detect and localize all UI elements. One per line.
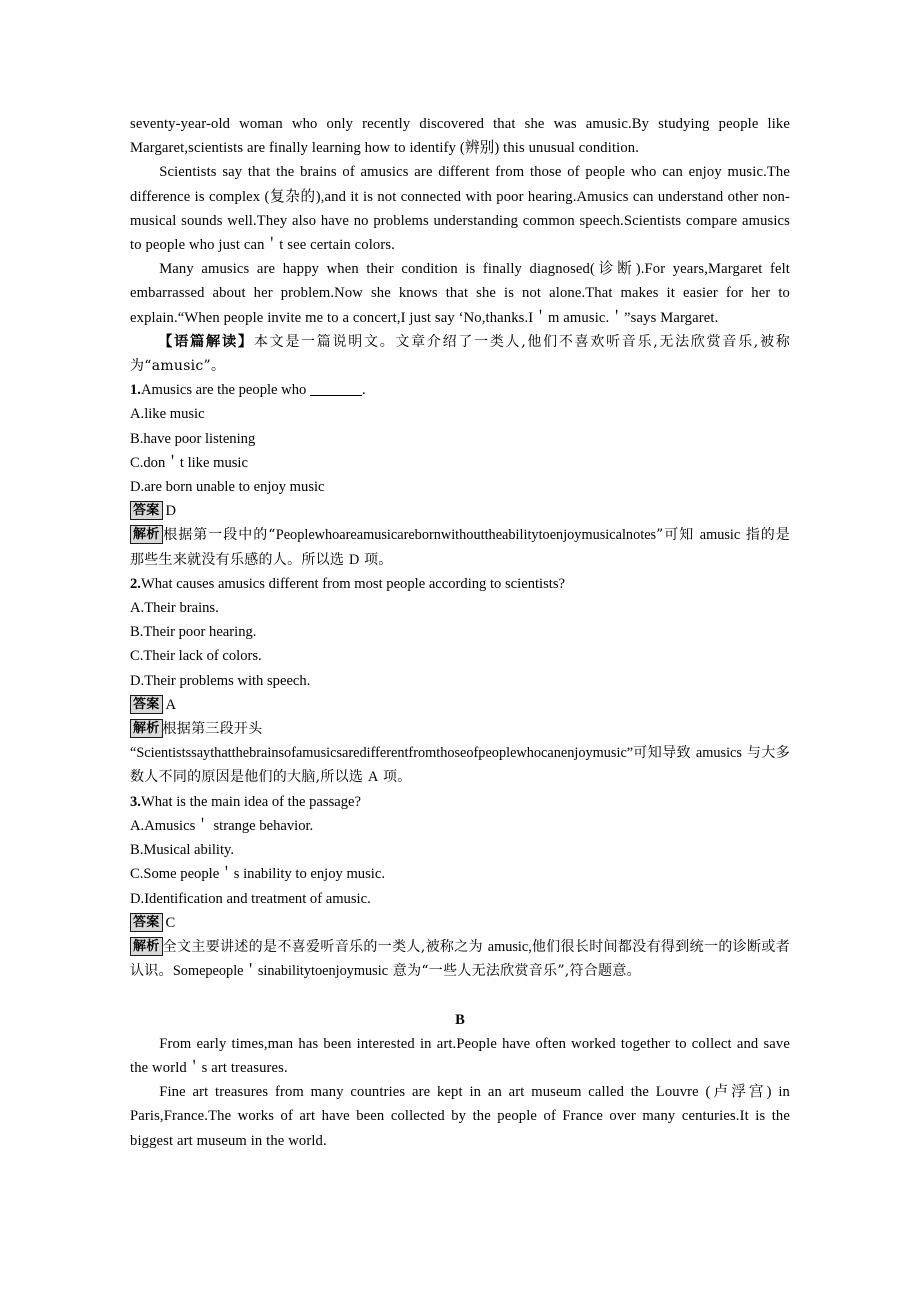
question-2-answer-letter: A [165,696,177,713]
question-2-stem [130,572,790,596]
question-3-answer-row [130,911,790,935]
question-1-option-c[interactable]: C.don＇t like music [130,454,248,471]
question-3-analysis-text: 全文主要讲述的是不喜爱听音乐的一类人,被称之为 amusic,他们很长时间都没有得到统一的诊断或者认识。Somepeople＇sinabilitytoenjoymusic 意为“一些人无法欣赏音乐”,符合题意。 [130,938,790,980]
reading-note-text: 本文是一篇说明文。文章介绍了一类人,他们不喜欢听音乐,无法欣赏音乐,被称为“amusic”。 [130,333,790,375]
answer-tag: 答案 [130,913,163,932]
answer-tag: 答案 [130,695,163,714]
passage-b-paragraph-1: From early times,man has been interested in art.People have often worked together to collect and save the world＇s art treasures. [130,1035,790,1076]
answer-tag: 答案 [130,501,163,520]
question-1-option-b[interactable]: B.have poor listening [130,430,256,447]
question-2-number: 2. [130,575,141,592]
question-1-stem-tail: . [361,382,366,399]
question-3-answer-letter: C [165,914,176,931]
question-2-analysis-text: 根据第三段开头 “Scientistssaythatthebrainsofamusicsaredifferentfromthoseofpeoplewhocanenjoymusic”可知导致 amusics 与大多数人不同的原因是他们的大脑,所以选 A 项。 [130,721,790,786]
question-2-analysis [130,717,790,790]
question-1-number: 1. [130,382,141,399]
passage-b-heading: B [455,1011,465,1028]
analysis-tag: 解析 [130,937,163,956]
passage-a-paragraph-1-continued: seventy-year-old woman who only recently discovered that she was amusic.By studying people like Margaret,scientists are finally learning how to identify (辨别) this unusual condition. [130,116,790,157]
passage-a-paragraph-2: Scientists say that the brains of amusics are different from those of people who can enjoy music.The difference is complex (复杂的),and it is not connected with poor hearing.Amusics can understand other non-musical sounds well.They also have no problems understanding common speech.Scientists compare amusics to people who just can＇t see certain colors. [130,164,790,254]
question-3-option-c[interactable]: C.Some people＇s inability to enjoy music. [130,866,385,883]
analysis-tag: 解析 [130,719,163,738]
question-3-stem-text: What is the main idea of the passage? [140,793,361,810]
document-page [130,112,790,1153]
section-gap [130,983,790,1007]
question-1-answer-letter: D [165,503,177,520]
question-1-analysis-text: 根据第一段中的“Peoplewhoareamusicarebornwithouttheabilitytoenjoymusicalnotes”可知 amusic 指的是那些生来就没有乐感的人。所以选 D 项。 [130,527,790,568]
question-3-number: 3. [130,793,141,810]
question-1-option-a[interactable]: A.like music [130,406,205,423]
question-3-option-d[interactable]: D.Identification and treatment of amusic. [130,890,371,907]
question-3-option-b[interactable]: B.Musical ability. [130,842,235,859]
question-1-blank [310,395,362,396]
question-3-analysis [130,935,790,983]
question-1-answer-row [130,499,790,523]
question-1-analysis [130,523,790,571]
analysis-tag: 解析 [130,525,163,544]
question-3-stem [130,790,790,814]
question-3-option-a[interactable]: A.Amusics＇ strange behavior. [130,817,314,834]
question-2-option-c[interactable]: C.Their lack of colors. [130,648,262,665]
passage-a-paragraph-3: Many amusics are happy when their condition is finally diagnosed(诊断).For years,Margaret felt embarrassed about her problem.Now she knows that she is not alone.That makes it easier for her to explain.“When people invite me to a concert,I just say ‘No,thanks.I＇m amusic.＇”says Margaret. [130,261,790,326]
reading-note [130,330,790,378]
question-2-option-b[interactable]: B.Their poor hearing. [130,624,257,641]
question-1-option-d[interactable]: D.are born unable to enjoy music [130,479,325,496]
question-1-stem-text: Amusics are the people who [140,382,310,399]
question-2-option-d[interactable]: D.Their problems with speech. [130,672,311,689]
question-2-stem-text: What causes amusics different from most people according to scientists? [140,575,565,592]
question-2-answer-row [130,693,790,717]
question-1-stem [130,378,790,402]
question-2-option-a[interactable]: A.Their brains. [130,600,219,617]
reading-note-label: 【语篇解读】 [158,332,254,350]
passage-b-paragraph-2: Fine art treasures from many countries are kept in an art museum called the Louvre (卢浮宫) in Paris,France.The works of art have been collected by the people of France over many centuries.It is the biggest art museum in the world. [130,1084,790,1149]
